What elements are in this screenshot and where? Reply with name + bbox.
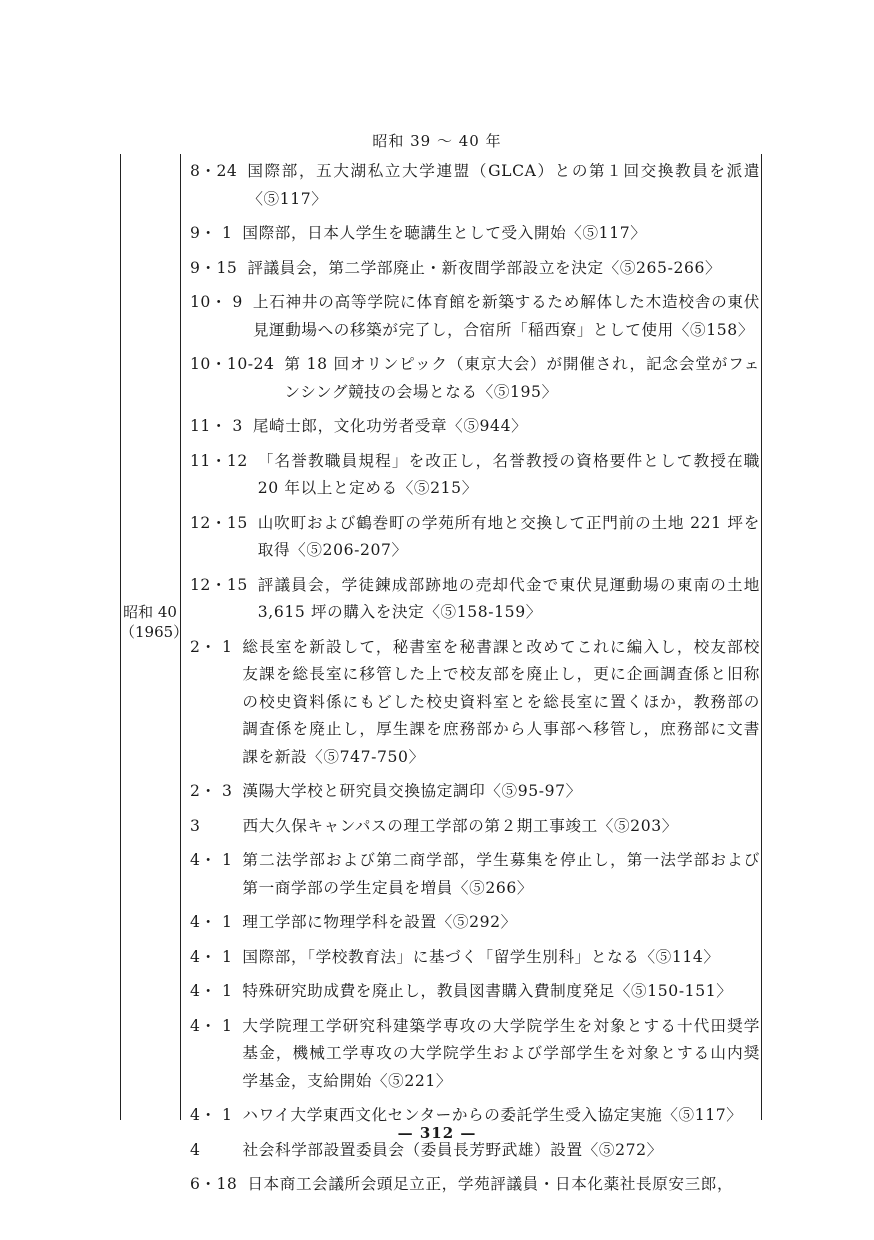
chronology-entry <box>190 413 760 441</box>
chronology-entry <box>190 1171 760 1199</box>
entry-date: 4・ 1 <box>190 851 233 869</box>
chronology-entry <box>190 909 760 937</box>
entry-text: 社会科学部設置委員会（委員長芳野武雄）設置〈⑤272〉 <box>242 1140 663 1159</box>
chronology-entry <box>190 634 760 772</box>
entry-date: 11・ 3 <box>190 417 243 435</box>
chronology-entry <box>190 978 760 1006</box>
entry-text: 評議員会，学徒錬成部跡地の売却代金で東伏見運動場の東南の土地 3,615 坪の購入を決定〈⑤158-159〉 <box>257 575 760 621</box>
entry-date: 4・ 1 <box>190 947 233 966</box>
chronology-entry <box>190 220 760 248</box>
year-western: （1965） <box>120 623 189 641</box>
chronology-entry <box>190 510 760 565</box>
entry-text: 尾崎士郎，文化功労者受章〈⑤944〉 <box>252 417 528 435</box>
chronology-entry <box>190 289 760 344</box>
year-era: 昭和 40 <box>123 603 177 621</box>
chronology-entry <box>190 572 760 627</box>
entry-date: 10・ 9 <box>190 293 243 311</box>
entry-date: 4 <box>190 1140 233 1159</box>
year-label <box>120 602 189 642</box>
chronology-entry <box>190 813 760 841</box>
chronology-entry <box>190 778 760 806</box>
entry-text: 国際部，「学校教育法」に基づく「留学生別科」となる〈⑤114〉 <box>242 947 720 966</box>
entry-text: 上石神井の高等学院に体育館を新築するため解体した木造校舎の東伏見運動場への移築が完了し，合宿所「稲西寮」として使用〈⑤158〉 <box>252 293 760 339</box>
entry-date: 9・ 1 <box>190 224 233 242</box>
entry-date: 9・15 <box>190 258 238 277</box>
entry-text: 特殊研究助成費を廃止し，教員図書購入費制度発足〈⑤150-151〉 <box>242 982 733 1000</box>
table-right-border <box>761 154 762 1120</box>
entry-date: 8・24 <box>190 162 238 180</box>
entry-text: 山吹町および鶴巻町の学苑所有地と交換して正門前の土地 221 坪を取得〈⑤206-207〉 <box>257 513 760 559</box>
entry-date: 10・10-24 <box>190 355 275 373</box>
entry-date: 12・15 <box>190 575 248 594</box>
entry-text: 評議員会，第二学部廃止・新夜間学部設立を決定〈⑤265-266〉 <box>247 258 722 277</box>
entry-date: 2・ 1 <box>190 637 233 656</box>
entry-date: 2・ 3 <box>190 782 233 800</box>
entry-date: 6・18 <box>190 1175 238 1193</box>
chronology-entry <box>190 351 760 406</box>
entry-date: 4・ 1 <box>190 1106 233 1124</box>
entry-date: 4・ 1 <box>190 913 233 931</box>
chronology-entry <box>190 255 760 283</box>
entry-text: 第二法学部および第二商学部，学生募集を停止し，第一法学部および第一商学部の学生定員を増員〈⑤266〉 <box>242 851 760 897</box>
entry-date: 11・12 <box>190 451 248 470</box>
entry-text: 大学院理工学研究科建築学専攻の大学院学生を対象とする十代田奨学基金，機械工学専攻の大学院学生および学部学生を対象とする山内奨学基金，支給開始〈⑤221〉 <box>242 1016 760 1090</box>
entry-date: 12・15 <box>190 513 248 532</box>
chronology-entry <box>190 944 760 972</box>
entry-date: 4・ 1 <box>190 982 233 1000</box>
entry-list <box>190 158 760 1206</box>
chronology-entry <box>190 448 760 503</box>
chronology-entry <box>190 158 760 213</box>
entry-text: 「名誉教職員規程」を改正し，名誉教授の資格要件として教授在職 20 年以上と定める〈⑤215〉 <box>257 451 760 497</box>
chronology-entry <box>190 847 760 902</box>
entry-text: 日本商工会議所会頭足立正，学苑評議員・日本化薬社長原安三郎， <box>247 1175 734 1193</box>
entry-text: 理工学部に物理学科を設置〈⑤292〉 <box>242 913 517 931</box>
entry-text: 国際部，五大湖私立大学連盟（GLCA）との第１回交換教員を派遣〈⑤117〉 <box>247 162 760 208</box>
entry-text: 第 18 回オリンピック（東京大会）が開催され，記念会堂がフェンシング競技の会場となる〈⑤195〉 <box>284 355 760 401</box>
entry-text: 西大久保キャンパスの理工学部の第２期工事竣工〈⑤203〉 <box>242 816 678 835</box>
chronology-entry <box>190 1013 760 1096</box>
entry-text: 総長室を新設して，秘書室を秘書課と改めてこれに編入し，校友部校友課を総長室に移管した上で校友部を廃止し，更に企画調査係と旧称の校史資料係にもどした校史資料室とを総長室に置くほか，教務部の調査係を廃止し，厚生課を庶務部から人事部へ移管し，庶務部に文書課を新設〈⑤747-750〉 <box>242 637 760 766</box>
entry-text: 国際部，日本人学生を聴講生として受入開始〈⑤117〉 <box>242 224 647 242</box>
page-number: — 312 — <box>397 1124 477 1142</box>
entry-text: ハワイ大学東西文化センターからの委託学生受入協定実施〈⑤117〉 <box>242 1106 743 1124</box>
page-header: 昭和 39 ～ 40 年 <box>372 132 502 150</box>
entry-date: 3 <box>190 816 233 835</box>
entry-date: 4・ 1 <box>190 1016 233 1035</box>
entry-text: 漢陽大学校と研究員交換協定調印〈⑤95-97〉 <box>242 782 582 800</box>
